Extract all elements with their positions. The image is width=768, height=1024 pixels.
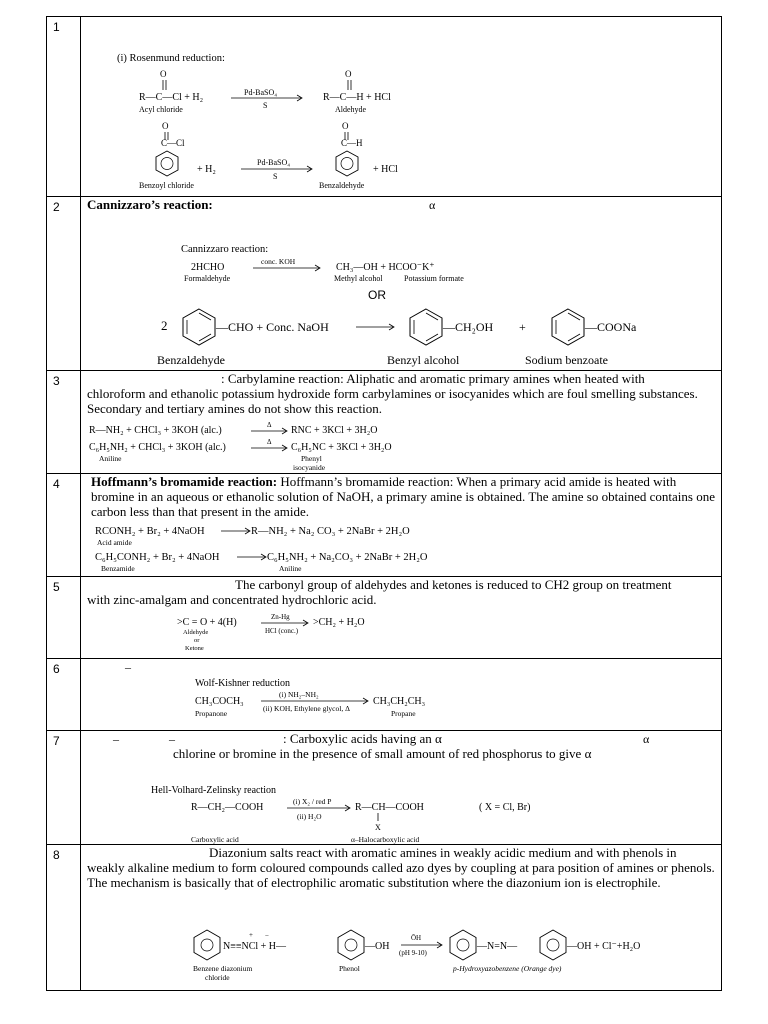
benzoyl-chloride-label: Benzoyl chloride — [139, 181, 194, 190]
benzyl-alcohol-label: Benzyl alcohol — [387, 353, 460, 367]
reagent-label: Zn-Hg — [271, 613, 290, 621]
benzene-ring-icon — [338, 930, 364, 960]
reactions-table — [46, 16, 722, 991]
aldehyde-label: Aldehyde — [183, 629, 209, 636]
benzene-ring-icon — [540, 930, 566, 960]
row-content — [81, 371, 722, 474]
paragraph: weakly alkaline medium to form coloured compounds called azo dyes by coupling at para position of amines or phenols. The mechanism is basically that of electrophilic aromatic substitution where the diazonium ion is electrophile. — [87, 860, 715, 890]
coona-label: —COONa — [585, 320, 637, 334]
eq2-right: C₆H₅NC + 3KCl + 3H₂O — [291, 442, 392, 453]
halo-acid-label: α–Halocarboxylic acid — [351, 835, 420, 844]
benzene-ring-icon — [552, 309, 584, 345]
sodium-benzoate-label: Sodium benzoate — [525, 353, 608, 367]
paragraph-line: : Carbylamine reaction: Aliphatic and aromatic primary amines when heated with — [221, 371, 645, 386]
dash-mark: – — [169, 732, 175, 746]
reactant-label: CH₃COCH₃ — [195, 696, 244, 707]
aniline-label: Aniline — [279, 564, 302, 573]
table-row — [47, 845, 722, 991]
eq1: RCONH₂ + Br₂ + 4NaOH — [95, 526, 205, 537]
cho-label: —CHO + Conc. NaOH — [216, 320, 329, 334]
ph-label: (pH 9-10) — [399, 949, 427, 957]
table-row — [47, 731, 722, 845]
hvz-title: Hell-Volhard-Zelinsky reaction — [151, 785, 277, 796]
aniline-label: Aniline — [99, 454, 122, 463]
eq1-left: R—NH₂ + CHCl₃ + 3KOH (alc.) — [89, 425, 222, 436]
aldehyde-label: Aldehyde — [335, 105, 367, 114]
cannizzaro-figure — [81, 197, 729, 371]
benzene-ring-icon — [183, 309, 215, 345]
row-content — [81, 845, 722, 991]
row-content — [81, 577, 722, 659]
row-heading: Cannizzaro’s reaction: — [87, 197, 213, 212]
coefficient: 2 — [161, 318, 168, 333]
row-number: 2 — [47, 197, 81, 371]
or-label: OR — [368, 288, 386, 302]
oh-label: —OH — [365, 941, 390, 952]
paragraph: chloroform and ethanolic potassium hydroxide form carbylamines or isocyanides which are foul smelling substances. Secondary and tertiary amines do not show this reaction. — [87, 386, 698, 416]
eq1-product: R—C—H + HCl — [323, 92, 391, 103]
row-number: 8 — [47, 845, 81, 991]
rosenmund-figure — [81, 17, 729, 197]
acid-amide-label: Acid amide — [97, 538, 132, 547]
benzene-ring-icon — [194, 930, 220, 960]
hvz-figure — [81, 731, 729, 845]
plus-sign: + — [519, 320, 526, 334]
eq1-right: R—NH₂ + Na₂ CO₃ + 2NaBr + 2H₂O — [251, 526, 410, 537]
left-side: >C = O + 4(H) — [177, 617, 237, 628]
reagent-label: conc. KOH — [261, 257, 296, 266]
table-row — [47, 474, 722, 577]
azo-bond-label: —N=N— — [477, 941, 518, 952]
reagent-1: (i) X₂ / red P — [293, 797, 332, 806]
wolf-kishner-figure — [81, 659, 729, 731]
reactant-label: R—CH₂—COOH — [191, 802, 264, 813]
benzene-diazonium-label: Benzene diazonium — [193, 964, 253, 973]
azo-coupling-figure — [81, 845, 729, 991]
right-side: >CH₂ + H₂O — [313, 617, 365, 628]
reagent-2: (ii) H₂O — [297, 812, 322, 821]
paragraph: with zinc-amalgam and concentrated hydrochloric acid. — [87, 592, 377, 607]
product-label: CH₃CH₂CH₃ — [373, 696, 426, 707]
row-number: 3 — [47, 371, 81, 474]
table-row — [47, 17, 722, 197]
oxygen-label-2: O — [345, 69, 352, 79]
row-number: 4 — [47, 474, 81, 577]
dash-mark: – — [125, 660, 131, 674]
acyl-chloride-label: Acyl chloride — [139, 105, 183, 114]
potassium-formate-label: Potassium formate — [404, 274, 464, 283]
eq2: C₆H₅CONH₂ + Br₂ + 4NaOH — [95, 552, 220, 563]
row-content — [81, 474, 722, 577]
benzene-ring-icon — [156, 151, 178, 176]
phenyl-label: Phenyl — [301, 454, 322, 463]
reagent-1: (i) NH₂–NH₂ — [279, 690, 319, 699]
delta-label: Δ — [267, 421, 272, 429]
propane-label: Propane — [391, 709, 416, 718]
x-label: X — [375, 823, 381, 832]
reagent-label: Pd-BaSO₄ — [244, 88, 278, 97]
formaldehyde-label: Formaldehyde — [184, 274, 231, 283]
table-row — [47, 577, 722, 659]
row-number: 1 — [47, 17, 81, 197]
chloride-label: chloride — [205, 973, 230, 982]
product-label: R—CH—COOH — [355, 802, 424, 813]
reactant-label: 2HCHO — [191, 262, 225, 273]
product-name-label: p-Hydroxyazobenzene (Orange dye) — [453, 964, 562, 973]
eq1-right: RNC + 3KCl + 3H₂O — [291, 425, 378, 436]
product-tail-label: —OH + Cl⁻+H₂O — [567, 941, 641, 952]
clemmensen-figure — [81, 577, 729, 659]
paragraph-text: Hoffmann’s bromamide reaction: When a primary acid amide is heated with bromine in an aqueous or ethanolic solution of NaOH, a primary amine is obtained. The amine so obtained contains one carbon less than that present in the amide. — [91, 474, 715, 519]
condition-label: ( X = Cl, Br) — [479, 802, 531, 813]
rosenmund-title: (i) Rosenmund reduction: — [117, 53, 225, 64]
reagent-s-label: S — [263, 101, 268, 110]
hoffmann-figure — [81, 474, 729, 577]
eq2-left: C₆H₅NH₂ + CHCl₃ + 3KOH (alc.) — [89, 442, 226, 453]
table-row — [47, 371, 722, 474]
or-label: or — [194, 637, 200, 644]
reagent-label-2: Pd-BaSO₄ — [257, 158, 291, 167]
row-content — [81, 17, 722, 197]
row-content — [81, 197, 722, 371]
plus-charge: + — [249, 931, 253, 939]
paragraph-line: Diazonium salts react with aromatic amines in weakly acidic medium and with phenols in — [209, 845, 677, 860]
ketone-label: Ketone — [185, 645, 204, 652]
products-label: CH₃—OH + HCOO⁻K⁺ — [336, 262, 435, 273]
row-heading: Hoffmann’s bromamide reaction: — [91, 474, 278, 489]
row-number: 6 — [47, 659, 81, 731]
c-cl-label: C—Cl — [161, 138, 185, 148]
wolf-kishner-title: Wolf-Kishner reduction — [195, 678, 290, 689]
c-h-label: C—H — [341, 138, 363, 148]
oxygen-label: O — [160, 69, 167, 79]
paragraph-line: chlorine or bromine in the presence of small amount of red phosphorus to give α — [173, 746, 592, 761]
oh-minus-label: ŌH — [411, 934, 422, 942]
benzaldehyde-label: Benzaldehyde — [319, 181, 365, 190]
carboxylic-acid-label: Carboxylic acid — [191, 835, 239, 844]
benzene-ring-icon — [336, 151, 358, 176]
methyl-alcohol-label: Methyl alcohol — [334, 274, 383, 283]
reagent-2: (ii) KOH, Ethylene glycol, Δ — [263, 704, 350, 713]
cannizzaro-title: Cannizzaro reaction: — [181, 244, 269, 255]
eq1-reactant: R—C—Cl + H₂ — [139, 92, 204, 103]
propanone-label: Propanone — [195, 709, 228, 718]
row-content — [81, 659, 722, 731]
dash-mark: – — [113, 732, 119, 746]
benzene-ring-icon — [410, 309, 442, 345]
reagent-s-label-2: S — [273, 172, 278, 181]
eq2-right: C₆H₅NH₂ + Na₂CO₃ + 2NaBr + 2H₂O — [267, 552, 428, 563]
oxygen-label-4: O — [342, 121, 349, 131]
isocyanide-label: isocyanide — [293, 463, 326, 472]
minus-charge: − — [265, 932, 269, 940]
carbylamine-figure — [81, 371, 729, 474]
row-number: 5 — [47, 577, 81, 659]
benzaldehyde-label: Benzaldehyde — [157, 353, 225, 367]
table-row — [47, 197, 722, 371]
delta-label-2: Δ — [267, 438, 272, 446]
oxygen-label-3: O — [162, 121, 169, 131]
row-content — [81, 731, 722, 845]
plus-h2: + H₂ — [197, 164, 216, 175]
benzene-ring-icon — [450, 930, 476, 960]
alpha-symbol: α — [429, 198, 436, 212]
table-row — [47, 659, 722, 731]
paragraph-line: The carbonyl group of aldehydes and ketones is reduced to CH2 group on treatment — [235, 577, 672, 592]
paragraph-line: : Carboxylic acids having an α — [283, 731, 442, 746]
phenol-label: Phenol — [339, 964, 360, 973]
diazonium-label: N≡≡NCl + H— — [223, 941, 287, 952]
reagent-label-2: HCl (conc.) — [265, 627, 299, 635]
row-number: 7 — [47, 731, 81, 845]
ch2oh-label: —CH₂OH — [443, 320, 494, 334]
benzamide-label: Benzamide — [101, 564, 135, 573]
alpha-symbol: α — [643, 732, 650, 746]
plus-hcl: + HCl — [373, 164, 398, 175]
